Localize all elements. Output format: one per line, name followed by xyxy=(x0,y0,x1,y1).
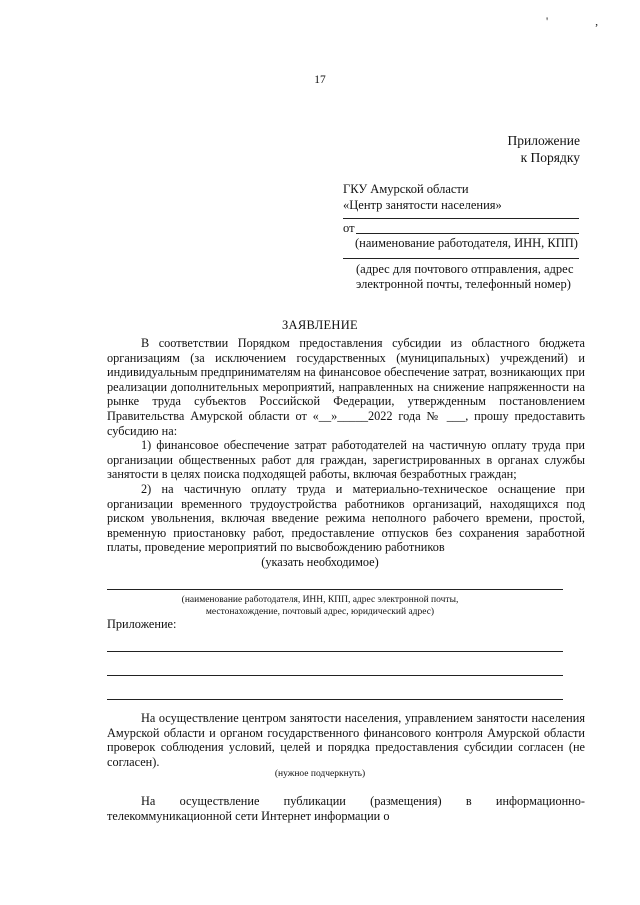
recipient-underline xyxy=(343,218,579,219)
recipient-line-2: «Центр занятости населения» xyxy=(343,198,502,212)
employer-details-caption-1: (наименование работодателя, ИНН, КПП, адрес электронной почты, xyxy=(181,595,459,605)
employer-details-line xyxy=(107,589,563,590)
employer-caption: (наименование работодателя, ИНН, КПП) xyxy=(355,236,578,250)
employer-details-caption xyxy=(0,594,640,618)
attachment-line-2 xyxy=(107,675,563,676)
specify-note: (указать необходимое) xyxy=(261,555,379,569)
document-title: ЗАЯВЛЕНИЕ xyxy=(282,318,358,332)
underline-note: (нужное подчеркнуть) xyxy=(274,769,366,779)
item-1-paragraph: 1) финансовое обеспечение затрат работодателей на частичную оплату труда при организации общественных работ для граждан, зарегистрированных в органах службы занятости в целях поиска подходящей работы, включая безработных граждан; xyxy=(107,438,585,482)
consent-block xyxy=(107,711,585,769)
application-body xyxy=(107,336,585,555)
publication-line-2: телекоммуникационной сети Интернет информации о xyxy=(107,808,390,823)
attachment-label: Приложение: xyxy=(107,617,177,631)
consent-paragraph: На осуществление центром занятости населения, управлением занятости населения Амурской области и органом государственного финансового контроля Амурской области проверок соблюдения условий, целей и порядка предоставления субсидии согласен (не согласен). xyxy=(107,711,585,769)
page-number: 17 xyxy=(314,74,326,86)
publication-line-1: На осуществление публикации (размещения) в информационно- xyxy=(141,794,585,808)
from-label: от xyxy=(343,221,355,235)
attachment-line-3 xyxy=(107,699,563,700)
appendix-line-1: Приложение xyxy=(507,133,580,148)
appendix-header xyxy=(508,132,580,166)
recipient-line-1: ГКУ Амурской области xyxy=(343,182,469,196)
address-caption: (адрес для почтового отправления, адрес электронной почты, телефонный номер) xyxy=(356,262,574,291)
employer-details-caption-2: местонахождение, почтовый адрес, юридический адрес) xyxy=(205,607,435,617)
intro-paragraph: В соответствии Порядком предоставления субсидии из областного бюджета организациям (за исключением государственных (муниципальных) учреждений) и индивидуальным предпринимателям на финансовое обеспечение затрат, возникающих при реализации дополнительных мероприятий, направленных на снижение напряженности на рынке труда субъектов Российской Федерации, утвержденным постановлением Правительства Амурской области от «__»_____2022 года № ___, прошу предоставить субсидию на: xyxy=(107,336,585,438)
address-underline xyxy=(343,258,579,259)
from-underline xyxy=(356,233,579,234)
attachment-line-1 xyxy=(107,651,563,652)
appendix-line-2: к Порядку xyxy=(520,150,580,165)
publication-block xyxy=(107,794,585,823)
item-2-paragraph: 2) на частичную оплату труда и материально-техническое оснащение при организации временного трудоустройства работников организаций, находящихся под риском увольнения, включая введение режима неполного рабочего времени, простой, временную приостановку работ, предоставление отпусков без сохранения заработной платы, проведение мероприятий по высвобождению работников xyxy=(107,481,585,555)
scan-marks: ' , xyxy=(546,14,621,28)
recipient-block xyxy=(343,181,502,213)
